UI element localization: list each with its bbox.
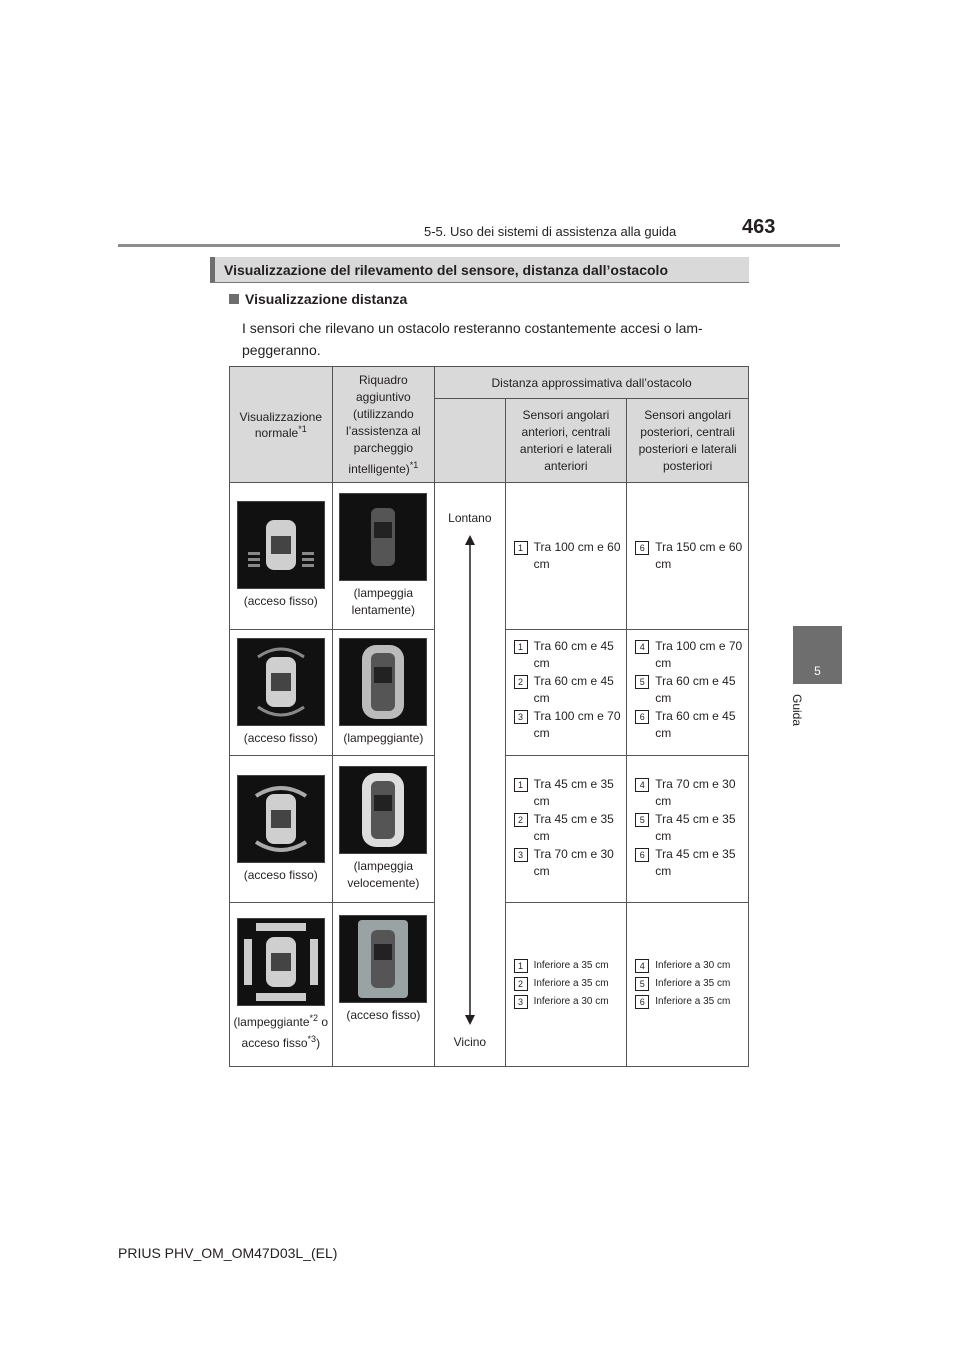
distance-text: Tra 70 cm e 30 cm bbox=[655, 777, 736, 809]
distance-text: Tra 60 cm e 45 cm bbox=[655, 673, 736, 705]
cell-normal bbox=[230, 903, 333, 1067]
distance-text: Inferiore a 30 cm bbox=[533, 996, 609, 1008]
label-near: Vicino bbox=[453, 1035, 487, 1049]
square-bullet-icon bbox=[229, 294, 239, 304]
cell-extra bbox=[332, 483, 435, 630]
sensor-number: 4 bbox=[635, 959, 649, 973]
distance-item bbox=[635, 673, 744, 707]
footnote-ref: *1 bbox=[298, 423, 307, 434]
section-heading-rule bbox=[210, 282, 749, 283]
car-sensor-normal-icon bbox=[237, 775, 325, 863]
page-number: 463 bbox=[742, 216, 776, 238]
cell-extra bbox=[332, 903, 435, 1067]
sensor-number: 3 bbox=[514, 848, 528, 862]
distance-text: Tra 100 cm e 70 cm bbox=[655, 638, 743, 670]
sensor-number: 4 bbox=[635, 640, 649, 654]
footnote-ref: *3 bbox=[307, 1033, 317, 1044]
car-top-view-icon bbox=[339, 766, 427, 854]
section-heading: Visualizzazione del rilevamento del sensore, distanza dall’ostacolo bbox=[210, 257, 749, 282]
sensor-number: 4 bbox=[635, 778, 649, 792]
chapter-tab-number: 5 bbox=[814, 664, 821, 678]
label-far: Lontano bbox=[448, 511, 492, 525]
subheading-text: Visualizzazione distanza bbox=[245, 291, 408, 307]
cell-rear bbox=[627, 483, 749, 630]
cell-distance-arrow bbox=[435, 483, 505, 1067]
caption: (acceso fisso) bbox=[243, 867, 318, 882]
car-top-view-icon bbox=[339, 638, 427, 726]
cell-front bbox=[505, 483, 627, 630]
sensor-number: 6 bbox=[635, 541, 649, 555]
running-header-section: 5-5. Uso dei sistemi di assistenza alla guida bbox=[424, 224, 677, 239]
car-sensor-normal-icon bbox=[237, 638, 325, 726]
header-normal-display bbox=[230, 367, 333, 483]
sensor-number: 2 bbox=[514, 813, 528, 827]
distance-text: Tra 45 cm e 35 cm bbox=[655, 847, 736, 879]
caption: (lampeggiante) bbox=[343, 731, 424, 746]
cell-front bbox=[505, 629, 627, 756]
distance-text: Tra 45 cm e 35 cm bbox=[655, 812, 736, 844]
chapter-tab bbox=[793, 626, 842, 684]
chapter-tab-label: Guida bbox=[790, 694, 804, 727]
car-sensor-normal-icon bbox=[237, 918, 325, 1006]
distance-item bbox=[514, 539, 623, 573]
caption: (lampeggia lentamente) bbox=[351, 585, 416, 617]
distance-item bbox=[514, 811, 623, 845]
distance-text: Tra 100 cm e 60 cm bbox=[533, 540, 621, 571]
cell-front bbox=[505, 756, 627, 903]
footnote-ref: *2 bbox=[309, 1012, 319, 1023]
header-extra-display bbox=[332, 367, 435, 483]
distance-text: Inferiore a 35 cm bbox=[655, 996, 731, 1008]
distance-item bbox=[635, 993, 744, 1010]
header-rear-sensors: Sensori angolari posteriori, centrali posteriori e laterali posteriori bbox=[627, 399, 749, 483]
cell-normal bbox=[230, 629, 333, 756]
distance-text: Tra 45 cm e 35 cm bbox=[533, 777, 614, 809]
caption: (acceso fisso) bbox=[243, 731, 318, 746]
distance-item bbox=[635, 957, 744, 974]
distance-text: Tra 100 cm e 70 cm bbox=[533, 708, 621, 740]
distance-item bbox=[635, 638, 744, 672]
header-normal-text: Visualizzazione normale bbox=[239, 409, 323, 440]
distance-text: Tra 150 cm e 60 cm bbox=[655, 540, 743, 571]
sensor-number: 6 bbox=[635, 995, 649, 1009]
cell-rear bbox=[627, 629, 749, 756]
distance-item bbox=[635, 539, 744, 573]
cell-rear bbox=[627, 756, 749, 903]
caption-part: o acceso fisso bbox=[241, 1014, 329, 1050]
distance-text: Inferiore a 30 cm bbox=[655, 960, 731, 972]
distance-arrow-icon bbox=[460, 535, 480, 1025]
distance-item bbox=[635, 846, 744, 880]
distance-text: Tra 70 cm e 30 cm bbox=[533, 847, 614, 879]
distance-item bbox=[514, 638, 623, 672]
sensor-number: 1 bbox=[514, 640, 528, 654]
car-top-view-icon bbox=[339, 493, 427, 581]
sensor-number: 1 bbox=[514, 959, 528, 973]
sensor-number: 5 bbox=[635, 813, 649, 827]
distance-text: Inferiore a 35 cm bbox=[533, 978, 609, 990]
header-distance: Distanza approssimativa dall’ostacolo bbox=[435, 367, 749, 399]
distance-item bbox=[514, 975, 623, 992]
car-sensor-normal-icon bbox=[237, 501, 325, 589]
header-front-sensors: Sensori angolari anteriori, centrali anteriori e laterali anteriori bbox=[505, 399, 627, 483]
caption-part: ) bbox=[316, 1035, 321, 1050]
sensor-number: 3 bbox=[514, 995, 528, 1009]
distance-item bbox=[635, 776, 744, 810]
distance-text: Tra 45 cm e 35 cm bbox=[533, 812, 614, 844]
sensor-number: 1 bbox=[514, 778, 528, 792]
caption: (acceso fisso) bbox=[346, 1008, 421, 1023]
distance-item bbox=[514, 993, 623, 1010]
sensor-number: 2 bbox=[514, 675, 528, 689]
cell-front bbox=[505, 903, 627, 1067]
cell-extra bbox=[332, 629, 435, 756]
caption-part: (lampeggiante bbox=[233, 1014, 310, 1029]
distance-item bbox=[635, 811, 744, 845]
distance-text: Inferiore a 35 cm bbox=[655, 978, 731, 990]
distance-text: Tra 60 cm e 45 cm bbox=[533, 673, 614, 705]
cell-normal bbox=[230, 756, 333, 903]
distance-item bbox=[514, 708, 623, 742]
distance-item bbox=[514, 957, 623, 974]
intro-paragraph: I sensori che rilevano un ostacolo resteranno costantemente accesi o lampeggeranno. bbox=[242, 320, 703, 358]
caption: (acceso fisso) bbox=[243, 594, 318, 609]
sensor-number: 2 bbox=[514, 977, 528, 991]
header-rule bbox=[118, 244, 840, 247]
sensor-number: 6 bbox=[635, 710, 649, 724]
subheading bbox=[229, 291, 407, 307]
sensor-number: 6 bbox=[635, 848, 649, 862]
car-top-view-icon bbox=[339, 915, 427, 1003]
distance-text: Tra 60 cm e 45 cm bbox=[655, 708, 736, 740]
footnote-ref: *1 bbox=[409, 459, 419, 470]
sensor-number: 3 bbox=[514, 710, 528, 724]
cell-normal bbox=[230, 483, 333, 630]
caption bbox=[230, 1010, 332, 1052]
distance-text: Tra 60 cm e 45 cm bbox=[533, 638, 614, 670]
header-extra-text: Riquadro aggiuntivo (utilizzando l’assistenza al parcheggio intelligente) bbox=[346, 372, 421, 476]
sensor-number: 5 bbox=[635, 977, 649, 991]
caption: (lampeggia velocemente) bbox=[347, 859, 420, 891]
footer-doc-code: PRIUS PHV_OM_OM47D03L_(EL) bbox=[118, 1245, 338, 1261]
distance-item bbox=[635, 975, 744, 992]
header-spacer bbox=[435, 399, 505, 483]
distance-item bbox=[514, 776, 623, 810]
sensor-number: 1 bbox=[514, 541, 528, 555]
distance-text: Inferiore a 35 cm bbox=[533, 960, 609, 972]
sensor-number: 5 bbox=[635, 675, 649, 689]
distance-table bbox=[229, 366, 749, 1067]
distance-item bbox=[635, 708, 744, 742]
distance-item bbox=[514, 846, 623, 880]
cell-extra bbox=[332, 756, 435, 903]
cell-rear bbox=[627, 903, 749, 1067]
distance-item bbox=[514, 673, 623, 707]
